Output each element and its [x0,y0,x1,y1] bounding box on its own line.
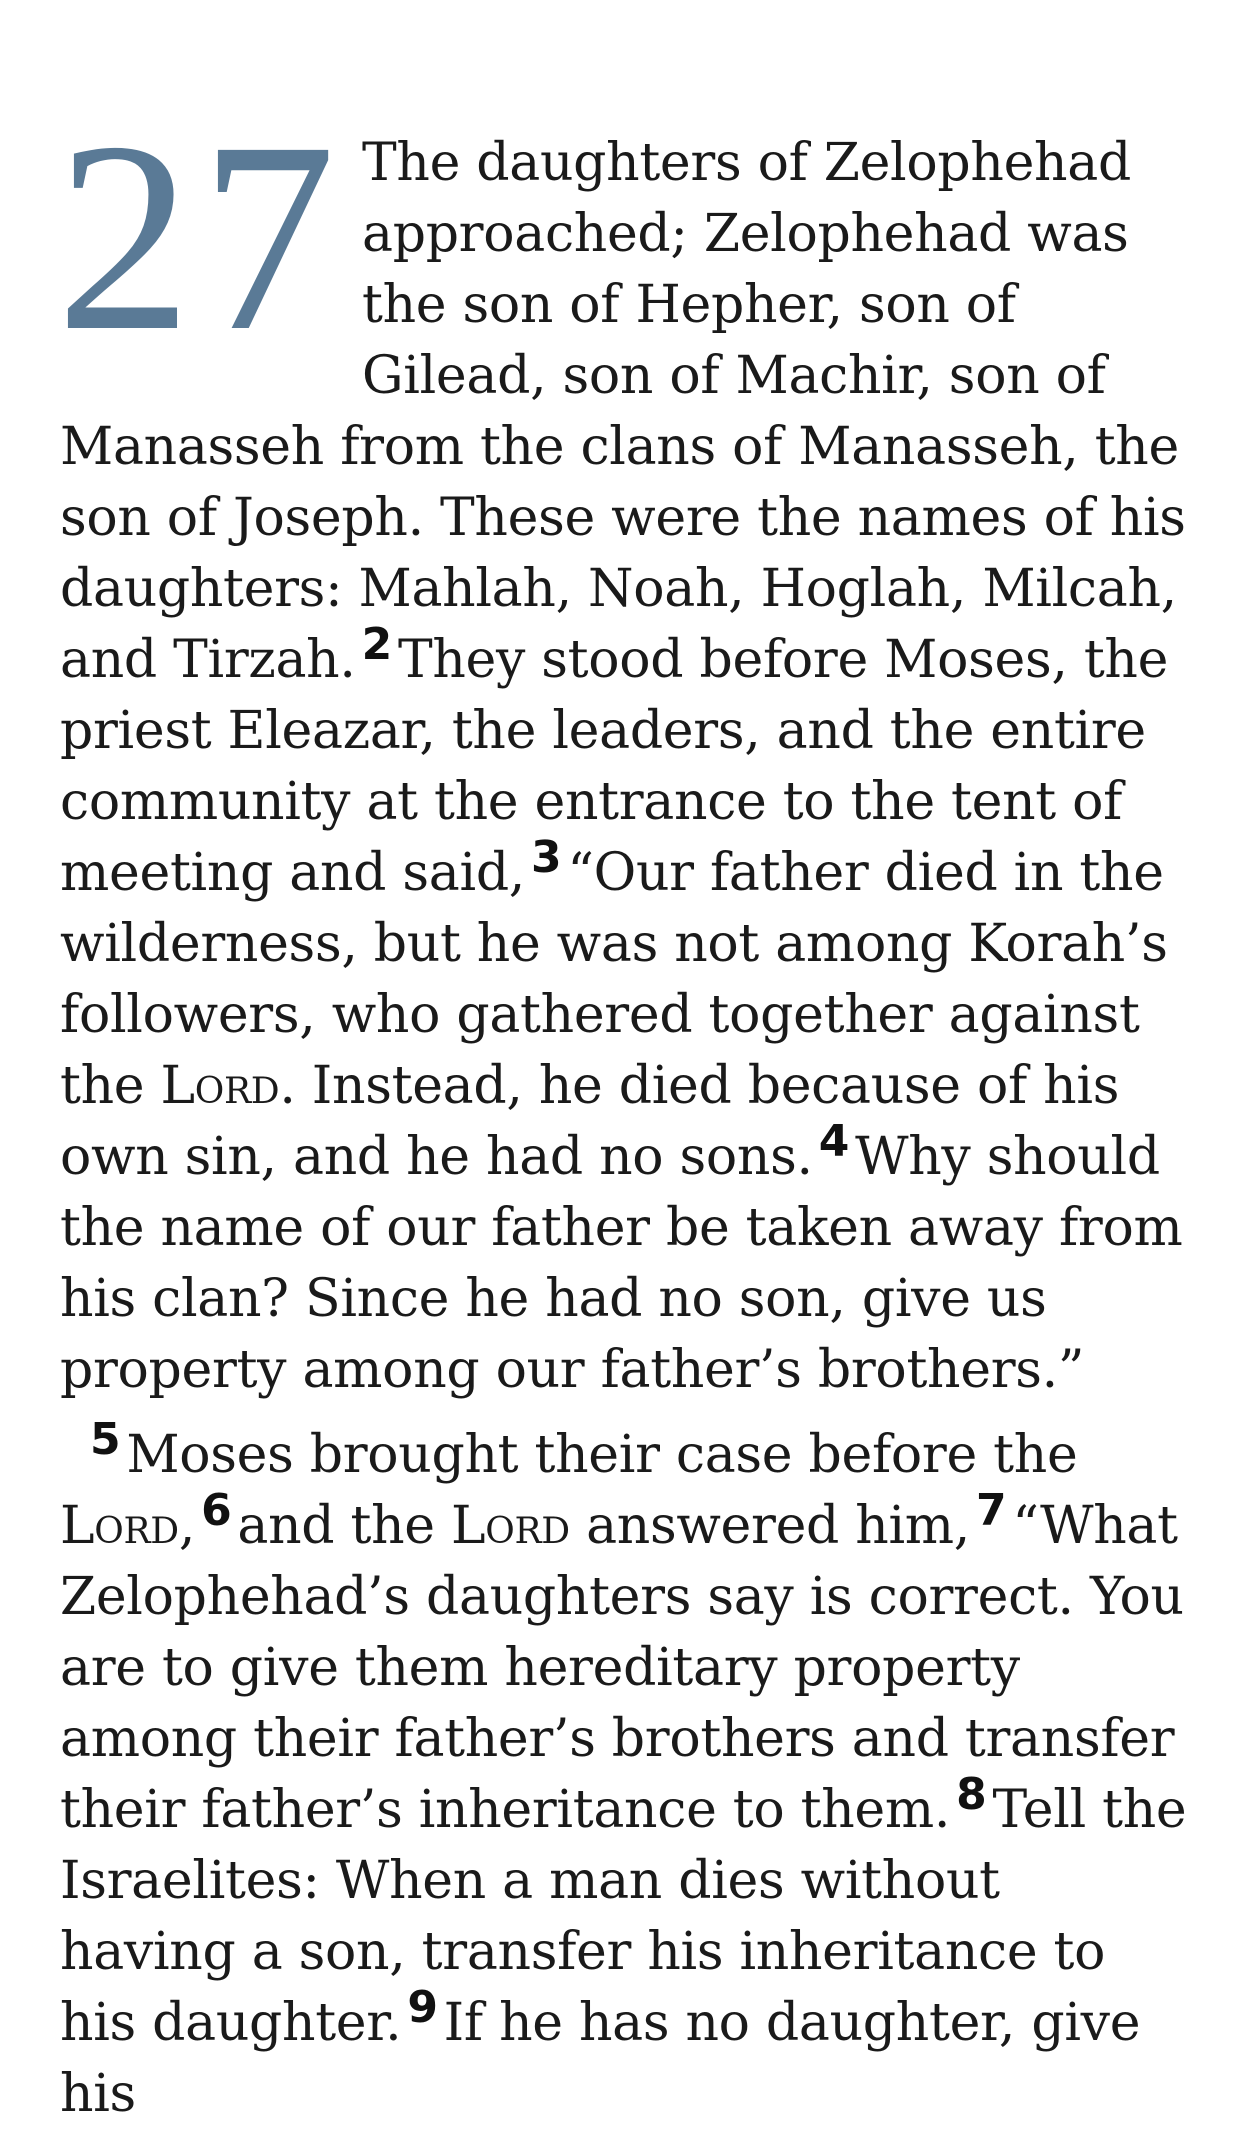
verse-8-text: Tell the Israelites: When a man dies without having a son, transfer his inheritance to his daughter. [60,1780,1187,2053]
paragraph-1 [56,86,1190,1406]
chapter-number: 27 [56,86,344,387]
verse-number-4[interactable]: 4 [818,1116,850,1167]
divine-name: Lord [451,1496,570,1556]
divine-name: Lord [60,1496,179,1556]
verse-6-text-b: answered him, [586,1496,971,1556]
verse-6-text-a: and the [237,1496,435,1556]
divine-name: Lord [160,1056,280,1116]
verse-number-2[interactable]: 2 [361,619,392,670]
verse-3-text-b: . Instead, he died because of his own sin, and he had no sons. [60,1056,1120,1187]
verse-4-text: Why should the name of our father be taken away from his clan? Since he had no son, give us property among our father’s brothers.” [60,1127,1183,1400]
verse-9-text: If he has no daughter, give his [60,1993,1141,2124]
verse-number-6[interactable]: 6 [201,1485,232,1536]
verse-number-5[interactable]: 5 [90,1414,121,1465]
verse-number-7[interactable]: 7 [976,1485,1007,1536]
verse-5-text: Moses brought their case before the [126,1425,1078,1485]
verse-1-text: The daughters of Zelophehad approached; Zelophehad was the son of Hepher, son of Gilead, son of Machir, son of Manasseh from the clans of Manasseh, the son of Joseph. These were the names of his daughters: Mahlah, Noah, Hoglah, Milcah, and Tirzah. [60,133,1186,690]
paragraph-2: $^5$ Moses brought their case before the Lord, $^6$ and the Lord answered him, $^7$ “What Zelophehad’s daughters say is correct. You are to give them hereditary property among their father’s brothers and transfer their father’s inheritance to them. $^8$ Tell the Israelites: When a man dies without having a son, transfer his inheritance to his daughter. $^9$ If he has no daughter, give his [60,1414,1187,2124]
verse-3-text-a: “Our father died in the wilderness, but he was not among Korah’s followers, who gathered together against the [60,843,1168,1116]
verse-number-8[interactable]: 8 [956,1769,987,1820]
verse-7-text: “What Zelophehad’s daughters say is correct. You are to give them hereditary property among their father’s brothers and transfer their father’s inheritance to them. [60,1496,1184,1840]
scripture-text [56,86,1190,2130]
verse-2-text: They stood before Moses, the priest Eleazar, the leaders, and the entire community at the entrance to the tent of meeting and said, [60,630,1169,903]
verse-number-9[interactable]: 9 [407,1982,438,2033]
verse-number-3[interactable]: 3 [531,832,562,883]
